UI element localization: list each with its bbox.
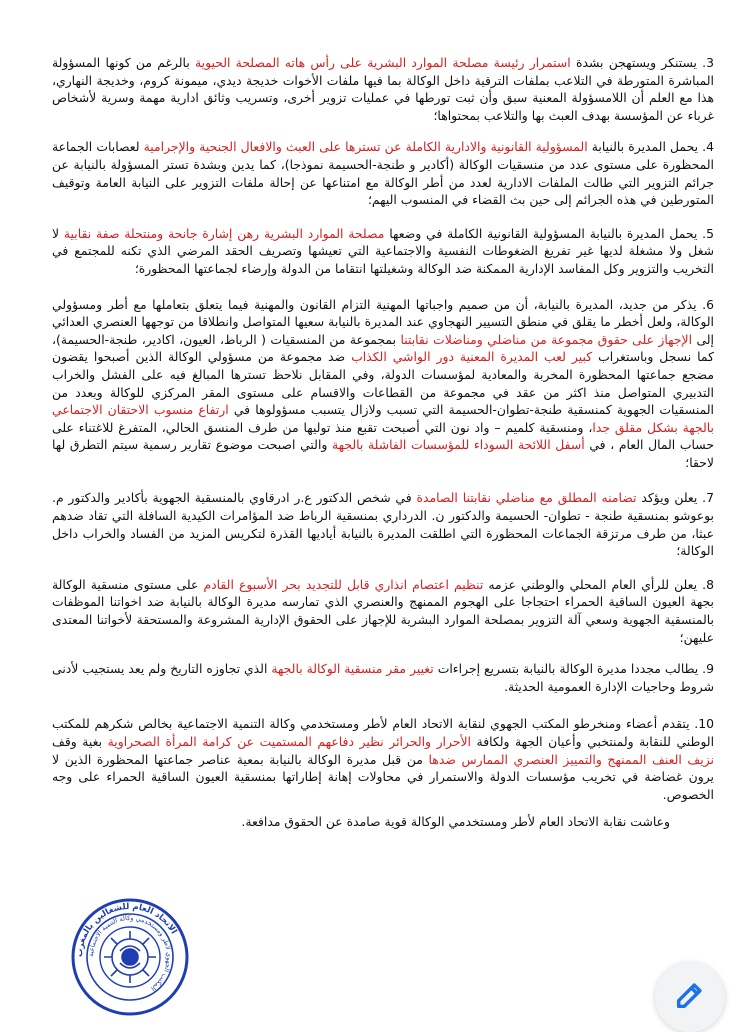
pencil-icon — [673, 978, 707, 1012]
highlighted-text: استمرار رئيسة مصلحة الموارد البشرية على رأس هاته المصلحة الحيوية — [195, 55, 571, 70]
paragraph-p9 — [52, 660, 714, 695]
highlighted-text: نزيف العنف الممنهج والتمييز العنصري الممارس ضدها — [428, 751, 714, 767]
paragraph-text: 3. يستنكر ويستهجن بشدة — [570, 55, 715, 70]
highlighted-text: الإجهاز على حقوق مجموعة من مناضلي ومناضلات نقابتنا — [400, 331, 693, 347]
edit-fab-button[interactable] — [655, 962, 725, 1032]
paragraph-text: والتي اصبحت موضوع تقارير رسمية سيتم التطرق لها لاحقا؛ — [52, 437, 714, 470]
highlighted-text: الأحرار والحرائر نظير دفاعهم المستميت عن كرامة المرأة الصحراوية — [107, 734, 471, 749]
paragraph-text: لعصابات الجماعة المحظورة على مستوى عدد من منسقيات الوكالة (أكادير و طنجة-الحسيمة نموذجا)، كما يدين وبشدة تستر المسؤولة بالنيابة عن جرائم التزوير التي طالت الملفات الادارية لعدد من أطر الوكالة مع امتناعها عن إحالة ملفات التزوير على النيابة العامة وتوقيف المتورطين في هذه الجرائم إلى حين بث القضاء في المنسوب اليهم؛ — [52, 139, 714, 208]
paragraph-p4 — [52, 138, 714, 208]
highlighted-text: مصلحة الموارد البشرية رهن إشارة جانحة ومنتحلة صفة نقابية — [63, 225, 385, 241]
highlighted-text: ارتفاع منسوب الاحتقان الاجتماعي بالجهة بشكل مقلق جدا — [52, 402, 715, 435]
paragraph-text: 8. يعلن للرأي العام المحلي والوطني عزمه — [483, 576, 714, 592]
paragraph-text: 5. يحمل المديرة بالنيابة المسؤولية القانونية الكاملة في وضعها — [384, 225, 714, 241]
paragraph-text: من قبل مديرة الوكالة بالنيابة بمعية عناصر جماعتها المحظورة الذين لا يرون غضاضة في تخريب مؤسسات الدولة والاستمرار في محاولات إهانة إطاراتها بمنسقية العيون الساقية الحمراء على وجه الخصوص. — [52, 751, 714, 802]
paragraph-text: 6. يذكر من جديد، المديرة بالنيابة، أن من صميم واجباتها المهنية التزام القانون والمهنية فيما يتعلق بتعاملها مع أطر ومسؤولي الوكالة، ولعل أخطر ما يقلق في منطق التسيير النهجاوي عند المديرة بالنيابة سعيها المتواصل وانطلاقا من توجهها العنصري العدائي إلى — [52, 296, 714, 347]
seal-outer-text: الاتحاد العام للشغالين بالمغرب — [74, 901, 179, 958]
paragraph-p6 — [52, 296, 714, 472]
paragraph-p8 — [52, 576, 714, 646]
paragraph-text: بالرغم من كونها المسؤولة المباشرة المتورطة في التلاعب بملفات الترقية داخل الوكالة بما فيها ملفات الأخوات خديجة ديدي، ميمونة كروم، وخديجة النهاري، هذا مع العلم أن اللامسؤولة المعنية سبق وأن ثبت تورطها في عمليات تزوير أخرى، وتسريب وثائق ادارية مهمة وسرية لأشخاص غرباء عن المؤسسة بهدف العبث بها والتلاعب بمحتواها؛ — [52, 55, 714, 123]
paragraph-text: 9. يطالب مجددا مديرة الوكالة بالنيابة بتسريع إجراءات — [433, 661, 714, 677]
highlighted-text: أسفل اللائحة السوداء للمؤسسات الفاشلة بالجهة — [331, 437, 585, 453]
highlighted-text: كبير لعب المديرة المعنية دور الواشي الكذاب — [351, 349, 593, 365]
paragraph-text: 7. يعلن ويؤكد — [636, 490, 714, 506]
paragraph-p3 — [52, 54, 714, 124]
paragraph-text: بغية وقف — [52, 734, 108, 749]
highlighted-text: تغيير مقر منسقية الوكالة بالجهة — [271, 661, 434, 677]
paragraph-text: 4. يحمل المديرة بالنيابة — [587, 139, 714, 155]
document-body — [52, 54, 714, 831]
seal-inner-text: المكتب الجهوي لأطر ومستخدمي وكالة التنمية الاجتماعية — [86, 913, 174, 993]
union-seal — [70, 897, 190, 1017]
highlighted-text: المسؤولية القانونية والادارية الكاملة عن تسترها على العبث والافعال الجنحية والإجرامية — [143, 139, 588, 155]
paragraph-text: ، ومنسقية كلميم – واد نون التي أصبحت تقبع منذ توليها من طرف المنسق الحالي، المتفرغ للاغتناء على حساب المال العام ، في — [52, 419, 714, 453]
paragraph-text: بمجموعة من المنسقيات ( الرباط، العيون، اكادير، طنجة-الحسيمة)، كما نسجل وباستغراب — [52, 331, 714, 365]
highlighted-text: تضامنه المطلق مع مناضلي نقابتنا الصامدة — [416, 490, 637, 506]
highlighted-text: تنظيم اعتصام انذاري قابل للتجديد بحر الأسبوع القادم — [203, 576, 484, 592]
paragraph-p5 — [52, 225, 714, 278]
paragraph-text: على مستوى منسقية الوكالة بجهة العيون الساقية الحمراء احتجاجا على الهجوم الممنهج والعنصري الذي تمارسه مديرة الوكالة بالنيابة ضد اخواتنا الموظفات بالمنسقية الجهوية وسعي آلة التزوير بمصلحة الموارد البشرية للإجهاز على الحقوق الإدارية المشروعة والمستحقة لأخواتنا المعتدى عليهن؛ — [52, 576, 714, 645]
paragraph-p7 — [52, 489, 714, 559]
paragraph-text: 10. يتقدم أعضاء ومنخرطو المكتب الجهوي لنقابة الاتحاد العام لأطر ومستخدمي وكالة التنمية الاجتماعية بخالص شكرهم للمكتب الوطني للنقابة ولمنتخبي وأعيان الجهة ولكافة — [52, 716, 715, 749]
paragraph-text: ضد مجموعة من مسؤولي الوكالة الذين أصبحوا يقضون مضجع جماعتها المحظورة المخربة والمعادية لمؤسسات الدولة، وفي المقابل نلاحظ تسترها المبالغ فيه على الفشل والخراب التدبيري المتواصل منذ اكثر من عقد في مجموعة من القطاعات والاقسام على مستوى المقر المركزي للوكالة وبعدد من المنسقيات الجهوية كمنسقية طنجة-تطوان-الحسيمة التي تسبب ولازال يتسبب مسؤولوها في — [52, 349, 714, 418]
paragraph-p10 — [52, 715, 714, 803]
paragraph-text: في شخص الدكتور ع.ر ادرقاوي بالمنسقية الجهوية بأكادير والدكتور م. بوعوشو بمنسقية طنجة - تطوان- الحسيمة والدكتور ن. الدرداري بمنسقية الرباط ضد المؤامرات الكيدية السافلة التي تقاد ضدهم عبثا، من طرف مرتزقة الجماعات المحظورة التي اطلقت المديرة بالنيابة أياديها القذرة لتكريس المزيد من الفساد والخراب داخل الوكالة؛ — [52, 490, 714, 559]
paragraph-text: لا شغل ولا مشغلة لديها غير تفريغ الضغوطات النفسية والاجتماعية التي تعيشها وتصريف الحقد المرضي الذي تكنه للمجتمع في التخريب والتزوير وكل المفاسد الإدارية الممكنة ضد الوكالة وشغيلتها انتقاما من الدولة وإرضاء لجماعتها المحظورة؛ — [52, 225, 714, 276]
paragraph-text: الذي تجاوزه التاريخ ولم يعد يستجيب لأدنى شروط وحاجيات الإدارة العمومية الحديثة. — [52, 661, 714, 694]
closing-line: وعاشت نقابة الاتحاد العام لأطر ومستخدمي الوكالة قوية صامدة عن الحقوق مدافعة. — [241, 814, 670, 830]
seal-emblem — [104, 931, 156, 983]
